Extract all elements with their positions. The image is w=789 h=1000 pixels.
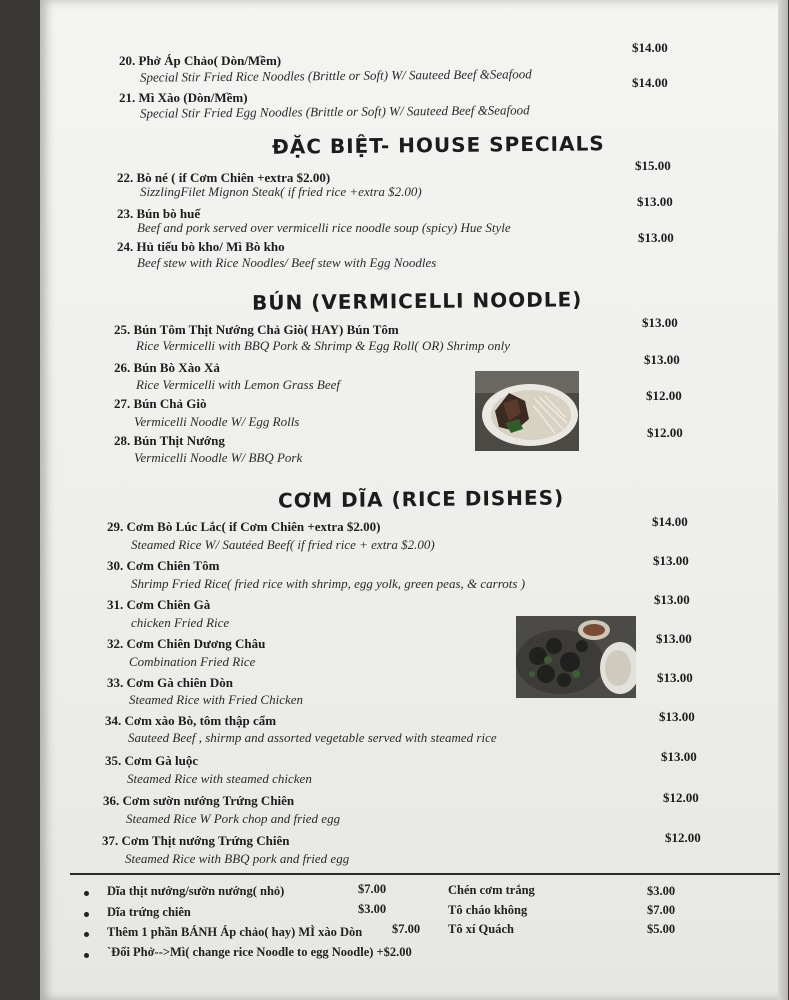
side-item-price: $3.00 (647, 884, 676, 898)
menu-item-price: $13.00 (638, 230, 674, 245)
menu-item-desc: Beef stew with Rice Noodles/ Beef stew with Egg Noodles (137, 255, 437, 270)
menu-item-name: 36. Cơm sườn nướng Trứng Chiên (103, 793, 295, 808)
bullet-icon (84, 912, 89, 917)
menu-item-name: 27. Bún Chả Giò (114, 396, 207, 411)
menu-item-price: $13.00 (637, 194, 673, 209)
menu-item-desc: Vermicelli Noodle W/ BBQ Pork (134, 450, 303, 465)
side-item-price: $7.00 (647, 903, 676, 917)
menu-item-desc: Combination Fried Rice (129, 654, 256, 669)
menu-item-price: $13.00 (657, 670, 693, 685)
side-item-price: $3.00 (358, 902, 387, 916)
menu-item-price: $13.00 (653, 553, 689, 568)
menu-item-price: $12.00 (663, 790, 699, 805)
menu-item-name: 30. Cơm Chiên Tôm (107, 558, 220, 573)
menu-item-price: $13.00 (656, 631, 692, 646)
menu-item-desc: Special Stir Fried Egg Noodles (Brittle or Soft) W/ Sauteed Beef &Seafood (139, 102, 530, 121)
menu-item-desc: Rice Vermicelli with BBQ Pork & Shrimp & Egg Roll( OR) Shrimp only (136, 338, 511, 353)
menu-item-price: $13.00 (661, 749, 697, 764)
bullet-icon (84, 953, 89, 958)
menu-item-price: $13.00 (644, 352, 680, 367)
menu-item-name: 21. Mì Xào (Dòn/Mềm) (119, 90, 248, 105)
menu-item-price: $14.00 (632, 75, 668, 90)
menu-item-name: 24. Hủ tiếu bò kho/ Mì Bò kho (117, 239, 285, 254)
menu-item-price: $14.00 (632, 40, 668, 55)
menu-item-desc: SizzlingFilet Mignon Steak( if fried rice +extra $2.00) (140, 184, 422, 199)
menu-sleeve-edge (778, 0, 788, 1000)
section-title-house-specials: ĐẶC BIỆT- HOUSE SPECIALS (271, 131, 605, 159)
menu-item-name: 29. Cơm Bò Lúc Lắc( if Cơm Chiên +extra $2.00) (107, 519, 381, 534)
menu-item-name: 20. Phở Áp Chảo( Dòn/Mềm) (119, 53, 282, 68)
menu-item-price: $13.00 (654, 592, 690, 607)
menu-item-desc: Shrimp Fried Rice( fried rice with shrimp, egg yolk, green peas, & carrots ) (131, 576, 526, 591)
menu-item-name: 34. Cơm xào Bò, tôm thập cẩm (105, 713, 277, 728)
menu-item-name: 25. Bún Tôm Thịt Nướng Chả Giò( HAY) Bún Tôm (114, 322, 399, 337)
menu-item-name: 33. Cơm Gà chiên Dòn (107, 675, 234, 690)
menu-item-desc: Vermicelli Noodle W/ Egg Rolls (134, 414, 300, 429)
menu-item-price: $14.00 (652, 514, 688, 529)
menu-item-price: $12.00 (646, 388, 682, 403)
side-item-price: $7.00 (358, 882, 387, 896)
menu-item-name: 35. Cơm Gà luộc (105, 753, 199, 768)
bullet-icon (84, 932, 89, 937)
menu-item-price: $15.00 (635, 158, 671, 173)
side-item-price: $5.00 (647, 922, 676, 936)
menu-item-desc: Rice Vermicelli with Lemon Grass Beef (136, 377, 340, 392)
side-item-name: Tô cháo không (448, 903, 528, 917)
menu-item-desc: Steamed Rice with BBQ pork and fried egg (125, 851, 350, 866)
section-title-com-dia: CƠM DĨA (RICE DISHES) (277, 485, 565, 513)
menu-item-price: $13.00 (659, 709, 695, 724)
menu-item-price: $12.00 (665, 830, 701, 845)
side-item-name: Dĩa thịt nướng/sườn nướng( nhỏ) (107, 884, 285, 898)
menu-item-name: 26. Bún Bò Xào Xả (114, 360, 220, 375)
side-item-name: Tô xí Quách (448, 922, 514, 936)
side-item-name: `Đổi Phở-->Mì( change rice Noodle to egg Noodle) +$2.00 (107, 945, 412, 959)
menu-item-name: 37. Cơm Thịt nướng Trứng Chiên (102, 833, 290, 848)
menu-item-desc: Beef and pork served over vermicelli rice noodle soup (spicy) Hue Style (137, 220, 511, 235)
menu-item-name: 22. Bò né ( if Cơm Chiên +extra $2.00) (117, 170, 331, 185)
section-title-bun: BÚN (VERMICELLI NOODLE) (251, 287, 583, 315)
menu-item-name: 23. Bún bò huế (117, 206, 201, 221)
menu-item-name: 31. Cơm Chiên Gà (107, 597, 211, 612)
menu-item-name: 32. Cơm Chiên Dương Châu (107, 636, 266, 651)
side-item-name: Chén cơm trắng (448, 883, 535, 897)
menu-item-desc: Special Stir Fried Rice Noodles (Brittle or Soft) W/ Sauteed Beef &Seafood (139, 66, 532, 85)
side-item-name: Thêm 1 phần BÁNH Áp chảo( hay) MÌ xào Dòn (107, 925, 363, 939)
rice-dish-photo (516, 616, 636, 698)
sides-divider (70, 873, 780, 875)
menu-item-price: $12.00 (647, 425, 683, 440)
menu-item-name: 28. Bún Thịt Nướng (114, 433, 225, 448)
menu-item-desc: Sauteed Beef , shirmp and assorted vegetable served with steamed rice (128, 730, 497, 745)
menu-page (40, 0, 788, 1000)
menu-item-desc: chicken Fried Rice (131, 615, 230, 630)
menu-item-desc: Steamed Rice with steamed chicken (127, 771, 312, 786)
vermicelli-bowl-photo (475, 371, 579, 451)
menu-item-price: $13.00 (642, 315, 678, 330)
bullet-icon (84, 891, 89, 896)
menu-item-desc: Steamed Rice W Pork chop and fried egg (126, 811, 341, 826)
menu-item-desc: Steamed Rice W/ Sautéed Beef( if fried rice + extra $2.00) (131, 537, 435, 552)
side-item-price: $7.00 (392, 922, 421, 936)
side-item-name: Dĩa trứng chiên (107, 905, 191, 919)
menu-item-desc: Steamed Rice with Fried Chicken (129, 692, 304, 707)
